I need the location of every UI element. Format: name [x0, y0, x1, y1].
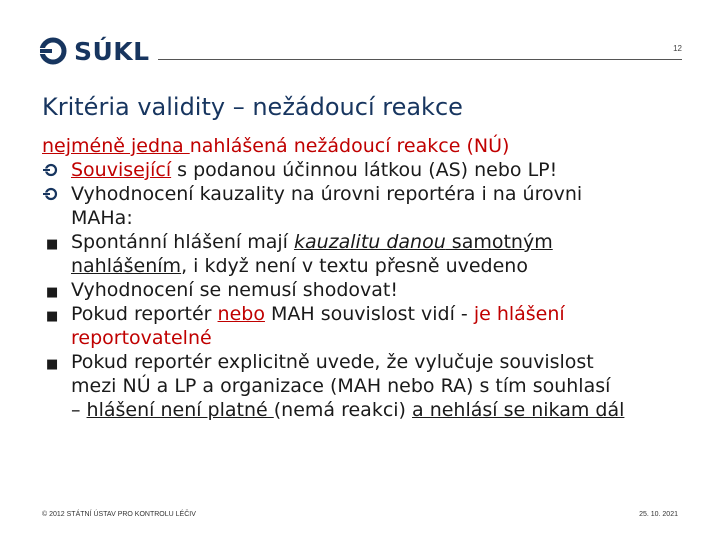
causality-line2: MAHa:	[71, 207, 133, 229]
lead-rest: nahlášená nežádoucí reakce (NÚ)	[189, 135, 510, 157]
square-bullet-icon: ■	[46, 357, 59, 372]
square-bullet-icon: ■	[46, 285, 59, 300]
sub-item-spontaneous	[42, 230, 692, 278]
slide-content	[42, 134, 692, 422]
reportable-pre: Pokud reportér	[71, 303, 218, 325]
sukl-bullet-icon	[42, 163, 59, 177]
reportable-or: nebo	[217, 303, 265, 325]
sub-item-mismatch	[42, 278, 692, 302]
reportable-line2: reportovatelné	[71, 327, 212, 349]
related-rest: s podanou účinnou látkou (AS) nebo LP!	[171, 159, 558, 181]
excluded-line1: Pokud reportér explicitně uvede, že vylučuje souvislost	[71, 351, 594, 373]
lead-underlined: nejméně jedna	[42, 135, 190, 157]
square-bullet-icon: ■	[46, 237, 59, 252]
bullet-item-causality	[42, 182, 692, 230]
sukl-logo-icon	[38, 36, 68, 66]
excluded-dash: –	[71, 399, 87, 421]
excluded-not-reported: a nehlásí se nikam dál	[412, 399, 625, 421]
sukl-bullet-icon	[42, 187, 59, 201]
lead-line	[42, 134, 692, 158]
excluded-line2: mezi NÚ a LP a organizace (MAH nebo RA) s tím souhlasí	[71, 375, 611, 397]
spontaneous-pre: Spontánní hlášení mají	[71, 231, 294, 253]
spontaneous-line2-rest: , i když není v textu přesně uvedeno	[181, 255, 528, 277]
causality-line1: Vyhodnocení kauzality na úrovni reportéra i na úrovni	[71, 183, 583, 205]
spontaneous-italic: kauzalitu danou	[293, 231, 446, 253]
mismatch-text: Vyhodnocení se nemusí shodovat!	[71, 279, 398, 301]
slide-title: Kritéria validity – nežádoucí reakce	[42, 93, 463, 121]
square-bullet-icon: ■	[46, 309, 59, 324]
excluded-mid: (nemá reakci)	[273, 399, 413, 421]
reportable-red-tail: je hlášení	[473, 303, 565, 325]
sub-item-reportable	[42, 302, 692, 350]
related-underlined: Související	[71, 159, 172, 181]
header-divider	[158, 59, 682, 60]
bullet-item-related	[42, 158, 692, 182]
page-number: 12	[673, 44, 682, 53]
spontaneous-line2-underlined: nahlášením	[71, 255, 182, 277]
footer-date: 25. 10. 2021	[639, 511, 678, 518]
spontaneous-post: samotným	[445, 231, 553, 253]
reportable-mid: MAH souvislost vidí -	[264, 303, 474, 325]
sukl-logo	[38, 36, 150, 66]
sub-item-excluded	[42, 350, 692, 422]
logo-text: SÚKL	[74, 36, 150, 66]
excluded-invalid: hlášení není platné	[86, 399, 274, 421]
footer-copyright: © 2012 STÁTNÍ ÚSTAV PRO KONTROLU LÉČIV	[42, 511, 196, 518]
